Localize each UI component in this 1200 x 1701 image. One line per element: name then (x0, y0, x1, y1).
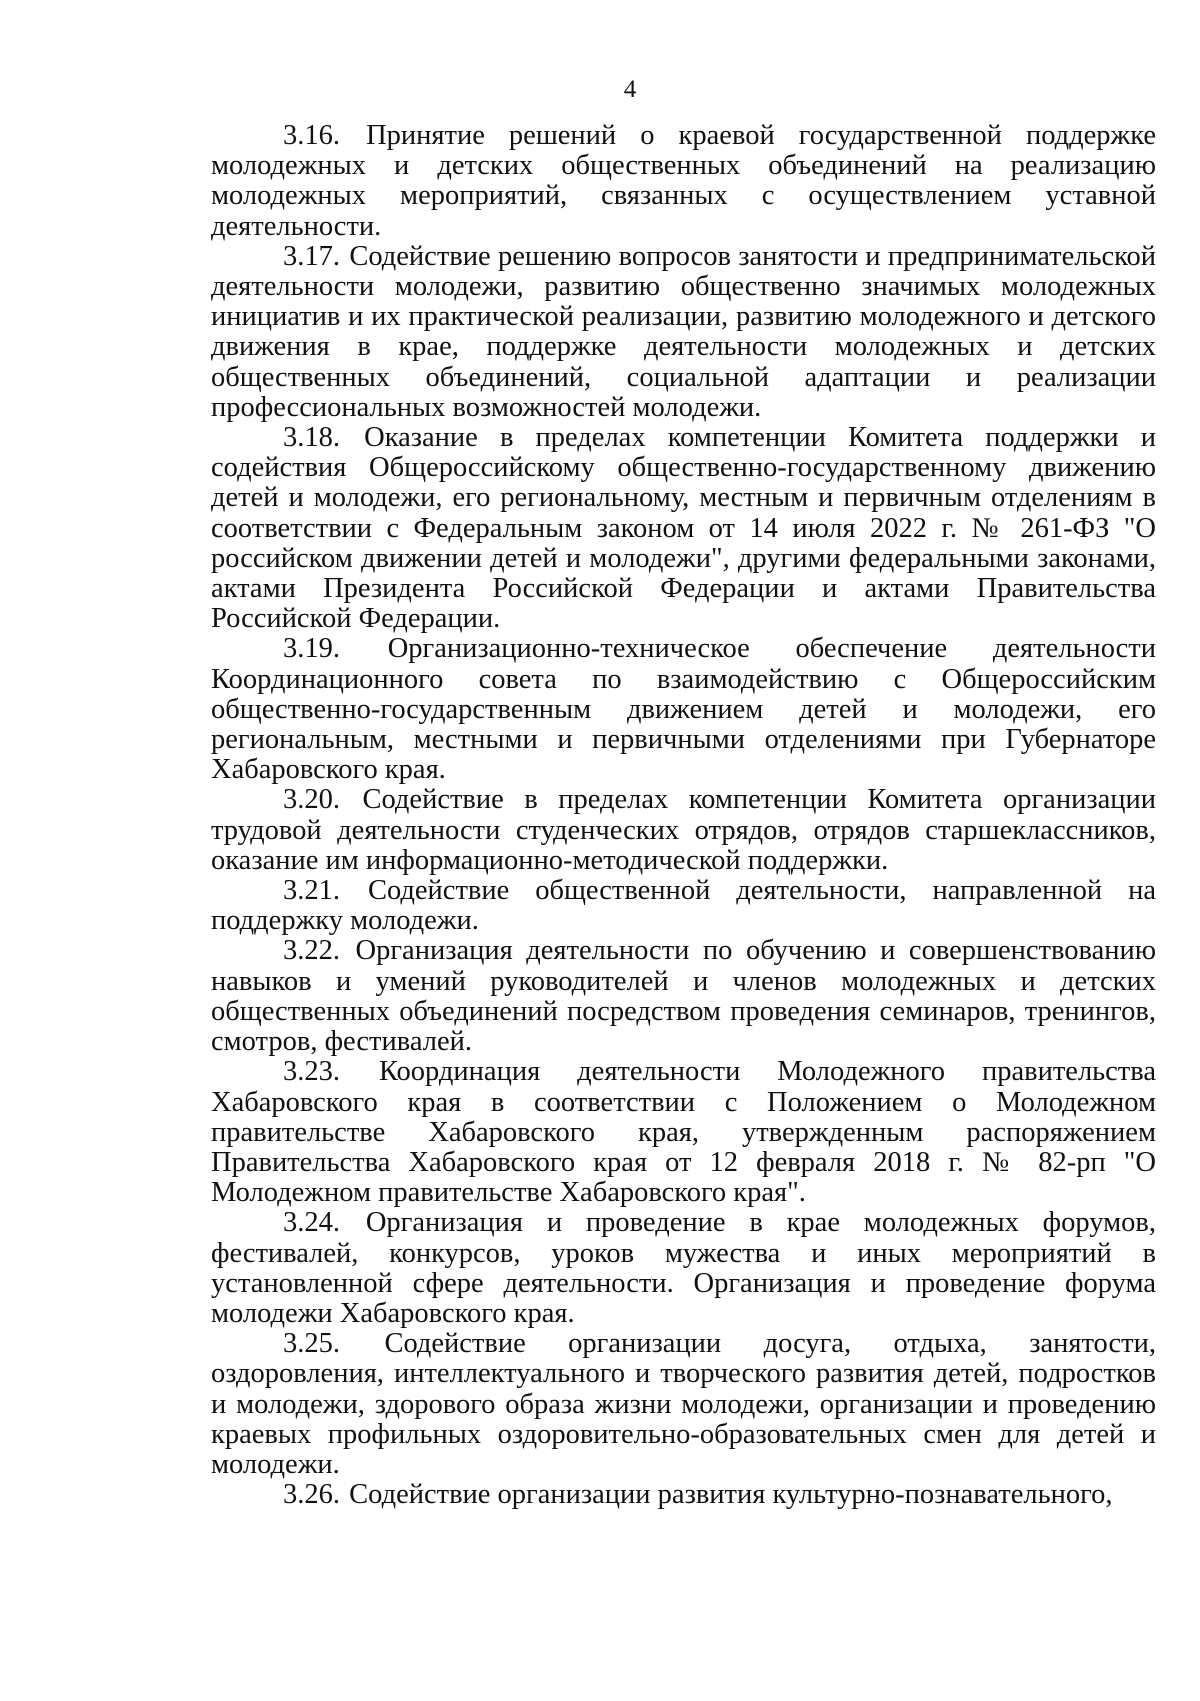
clause-3-18 (211, 423, 1156, 634)
clause-text: Содействие решению вопросов занятости и предпринимательской деятельности молодежи, развитию общественно значимых молодежных инициатив и их практической реализации, развитию молодежного и детского движения в крае, поддержке деятельности молодежных и детских общественных объединений, социальной адаптации и реализации профессиональных возможностей молодежи. (211, 240, 1156, 423)
clause-3-25 (211, 1329, 1156, 1480)
clause-number: 3.22. (283, 935, 340, 967)
clause-text: Оказание в пределах компетенции Комитета поддержки и содействия Общероссийскому общественно-государственному движению детей и молодежи, его региональному, местным и первичным отделениям в соответствии с Федеральным законом от 14 июля 2022 г. № 261-ФЗ "О российском движении детей и молодежи", другими федеральными законами, актами Президента Российской Федерации и актами Правительства Российской Федерации. (211, 422, 1156, 635)
clause-3-19 (211, 634, 1156, 785)
clause-text: Организационно-техническое обеспечение деятельности Координационного совета по взаимодействию с Общероссийским общественно-государственным движением детей и молодежи, его региональным, местными и первичными отделениями при Губернаторе Хабаровского края. (211, 633, 1157, 786)
clause-3-16 (211, 121, 1156, 242)
clause-number: 3.17. (283, 240, 340, 272)
clause-3-22 (211, 936, 1156, 1057)
clause-number: 3.16. (283, 120, 340, 151)
clause-text: Организация деятельности по обучению и совершенствованию навыков и умений руководителей и членов молодежных и детских общественных объединений посредством проведения семинаров, тренингов, смотров, фестивалей. (211, 935, 1157, 1058)
clause-number: 3.26. (283, 1479, 340, 1511)
clause-3-21 (211, 876, 1156, 936)
clause-text: Принятие решений о краевой государственной поддержке молодежных и детских общественных объединений на реализацию молодежных мероприятий, связанных с осуществлением уставной деятельности. (211, 120, 1157, 242)
clause-text: Содействие общественной деятельности, направленной на поддержку молодежи. (211, 875, 1156, 937)
clause-number: 3.25. (283, 1328, 340, 1360)
clause-text: Содействие в пределах компетенции Комитета организации трудовой деятельности студенческих отрядов, отрядов старшеклассников, оказание им информационно-методической поддержки. (211, 784, 1156, 876)
clause-3-20 (211, 785, 1156, 876)
clause-number: 3.20. (283, 784, 340, 816)
document-body (211, 121, 1156, 1510)
clause-text: Координация деятельности Молодежного правительства Хабаровского края в соответствии с Положением о Молодежном правительстве Хабаровского края, утвержденным распоряжением Правительства Хабаровского края от 12 февраля 2018 г. № 82-рп "О Молодежном правительстве Хабаровского края". (211, 1056, 1156, 1209)
clause-text: Содействие организации досуга, отдыха, занятости, оздоровления, интеллектуального и творческого развития детей, подростков и молодежи, здорового образа жизни молодежи, организации и проведению краевых профильных оздоровительно-образовательных смен для детей и молодежи. (211, 1328, 1156, 1480)
clause-number: 3.19. (283, 633, 340, 665)
clause-3-24 (211, 1208, 1156, 1329)
clause-3-26 (211, 1480, 1156, 1510)
clause-text: Содействие организации развития культурно-познавательного, (349, 1479, 1113, 1511)
page-number: 4 (623, 76, 637, 103)
clause-3-23 (211, 1057, 1156, 1208)
clause-number: 3.21. (283, 875, 340, 907)
clause-number: 3.23. (283, 1056, 340, 1088)
clause-text: Организация и проведение в крае молодежных форумов, фестивалей, конкурсов, уроков мужества и иных мероприятий в установленной сфере деятельности. Организация и проведение форума молодежи Хабаровского края. (211, 1207, 1156, 1329)
clause-number: 3.24. (283, 1207, 340, 1239)
clause-3-17 (211, 242, 1156, 423)
clause-number: 3.18. (283, 422, 340, 454)
